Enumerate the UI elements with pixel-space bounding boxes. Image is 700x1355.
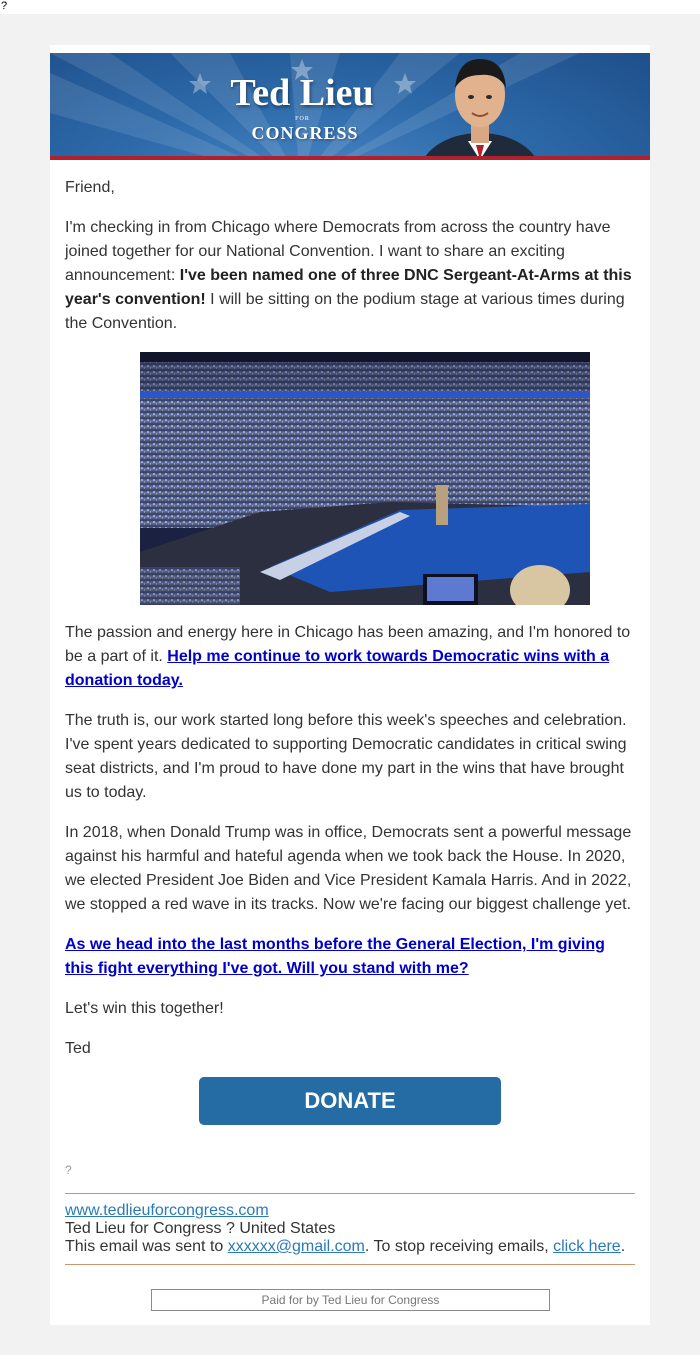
paid-for-disclaimer: Paid for by Ted Lieu for Congress	[151, 1289, 550, 1311]
announcement-highlight: I've been named one of three DNC Sergeant-At-Arms at this year's convention!	[65, 267, 632, 308]
paragraph-text: I'm checking in from Chicago where Democrats from across the country have joined together for our National Convention. I want to share an exciting announcement:	[65, 219, 611, 284]
paragraph-passion	[65, 621, 635, 693]
org-line: Ted Lieu for Congress ? United States	[65, 1220, 336, 1237]
banner-title: Ted Lieu	[230, 72, 374, 114]
banner-for: FOR	[295, 116, 310, 122]
unsubscribe-link[interactable]: click here	[553, 1238, 621, 1255]
stand-with-me-link[interactable]: As we head into the last months before the General Election, I'm giving this fight everything I've got. Will you stand with me?	[65, 936, 605, 977]
footer	[65, 1202, 635, 1256]
candidate-portrait	[418, 53, 568, 160]
paragraph-announcement	[65, 216, 635, 336]
top-marker: ?	[0, 0, 700, 14]
email-card	[50, 45, 650, 1325]
paragraph-text: The passion and energy here in Chicago has been amazing, and I'm honored to be a part of it.	[65, 624, 631, 665]
signature: Ted	[65, 1040, 91, 1057]
sent-to-line	[65, 1238, 635, 1256]
donation-link[interactable]: Help me continue to work towards Democratic wins with a donation today.	[65, 648, 610, 689]
website-link[interactable]: www.tedlieuforcongress.com	[65, 1202, 269, 1219]
missing-image-marker: ?	[65, 1163, 72, 1177]
sent-to-prefix: This email was sent to	[65, 1238, 228, 1255]
banner-stripe	[50, 156, 650, 160]
end-period: .	[620, 1238, 626, 1255]
footer-divider-top	[65, 1193, 635, 1194]
stop-text: . To stop receiving emails,	[364, 1238, 554, 1255]
paragraph-record: In 2018, when Donald Trump was in office, Democrats sent a powerful message against his harmful and hateful agenda when we took back the House. In 2020, we elected President Joe Biden and Vice President Kamala Harris. And in 2022, we stopped a red wave in its tracks. Now we're facing our biggest challenge yet.	[65, 824, 632, 913]
banner-congress: CONGRESS	[251, 123, 359, 143]
header-banner	[50, 53, 650, 160]
donate-button[interactable]: DONATE	[199, 1077, 501, 1125]
paragraph-text: I will be sitting on the podium stage at various times during the Convention.	[65, 291, 625, 332]
paragraph-cta	[65, 933, 635, 981]
recipient-email-link[interactable]: xxxxxx@gmail.com	[227, 1238, 365, 1255]
greeting: Friend,	[65, 179, 115, 196]
convention-photo	[140, 352, 590, 605]
footer-divider-bottom	[65, 1264, 635, 1265]
closing-line: Let's win this together!	[65, 1000, 224, 1017]
paragraph-history: The truth is, our work started long before this week's speeches and celebration. I've spent years dedicated to supporting Democratic candidates in critical swing seat districts, and I'm proud to have done my part in the wins that have brought us to today.	[65, 712, 627, 801]
